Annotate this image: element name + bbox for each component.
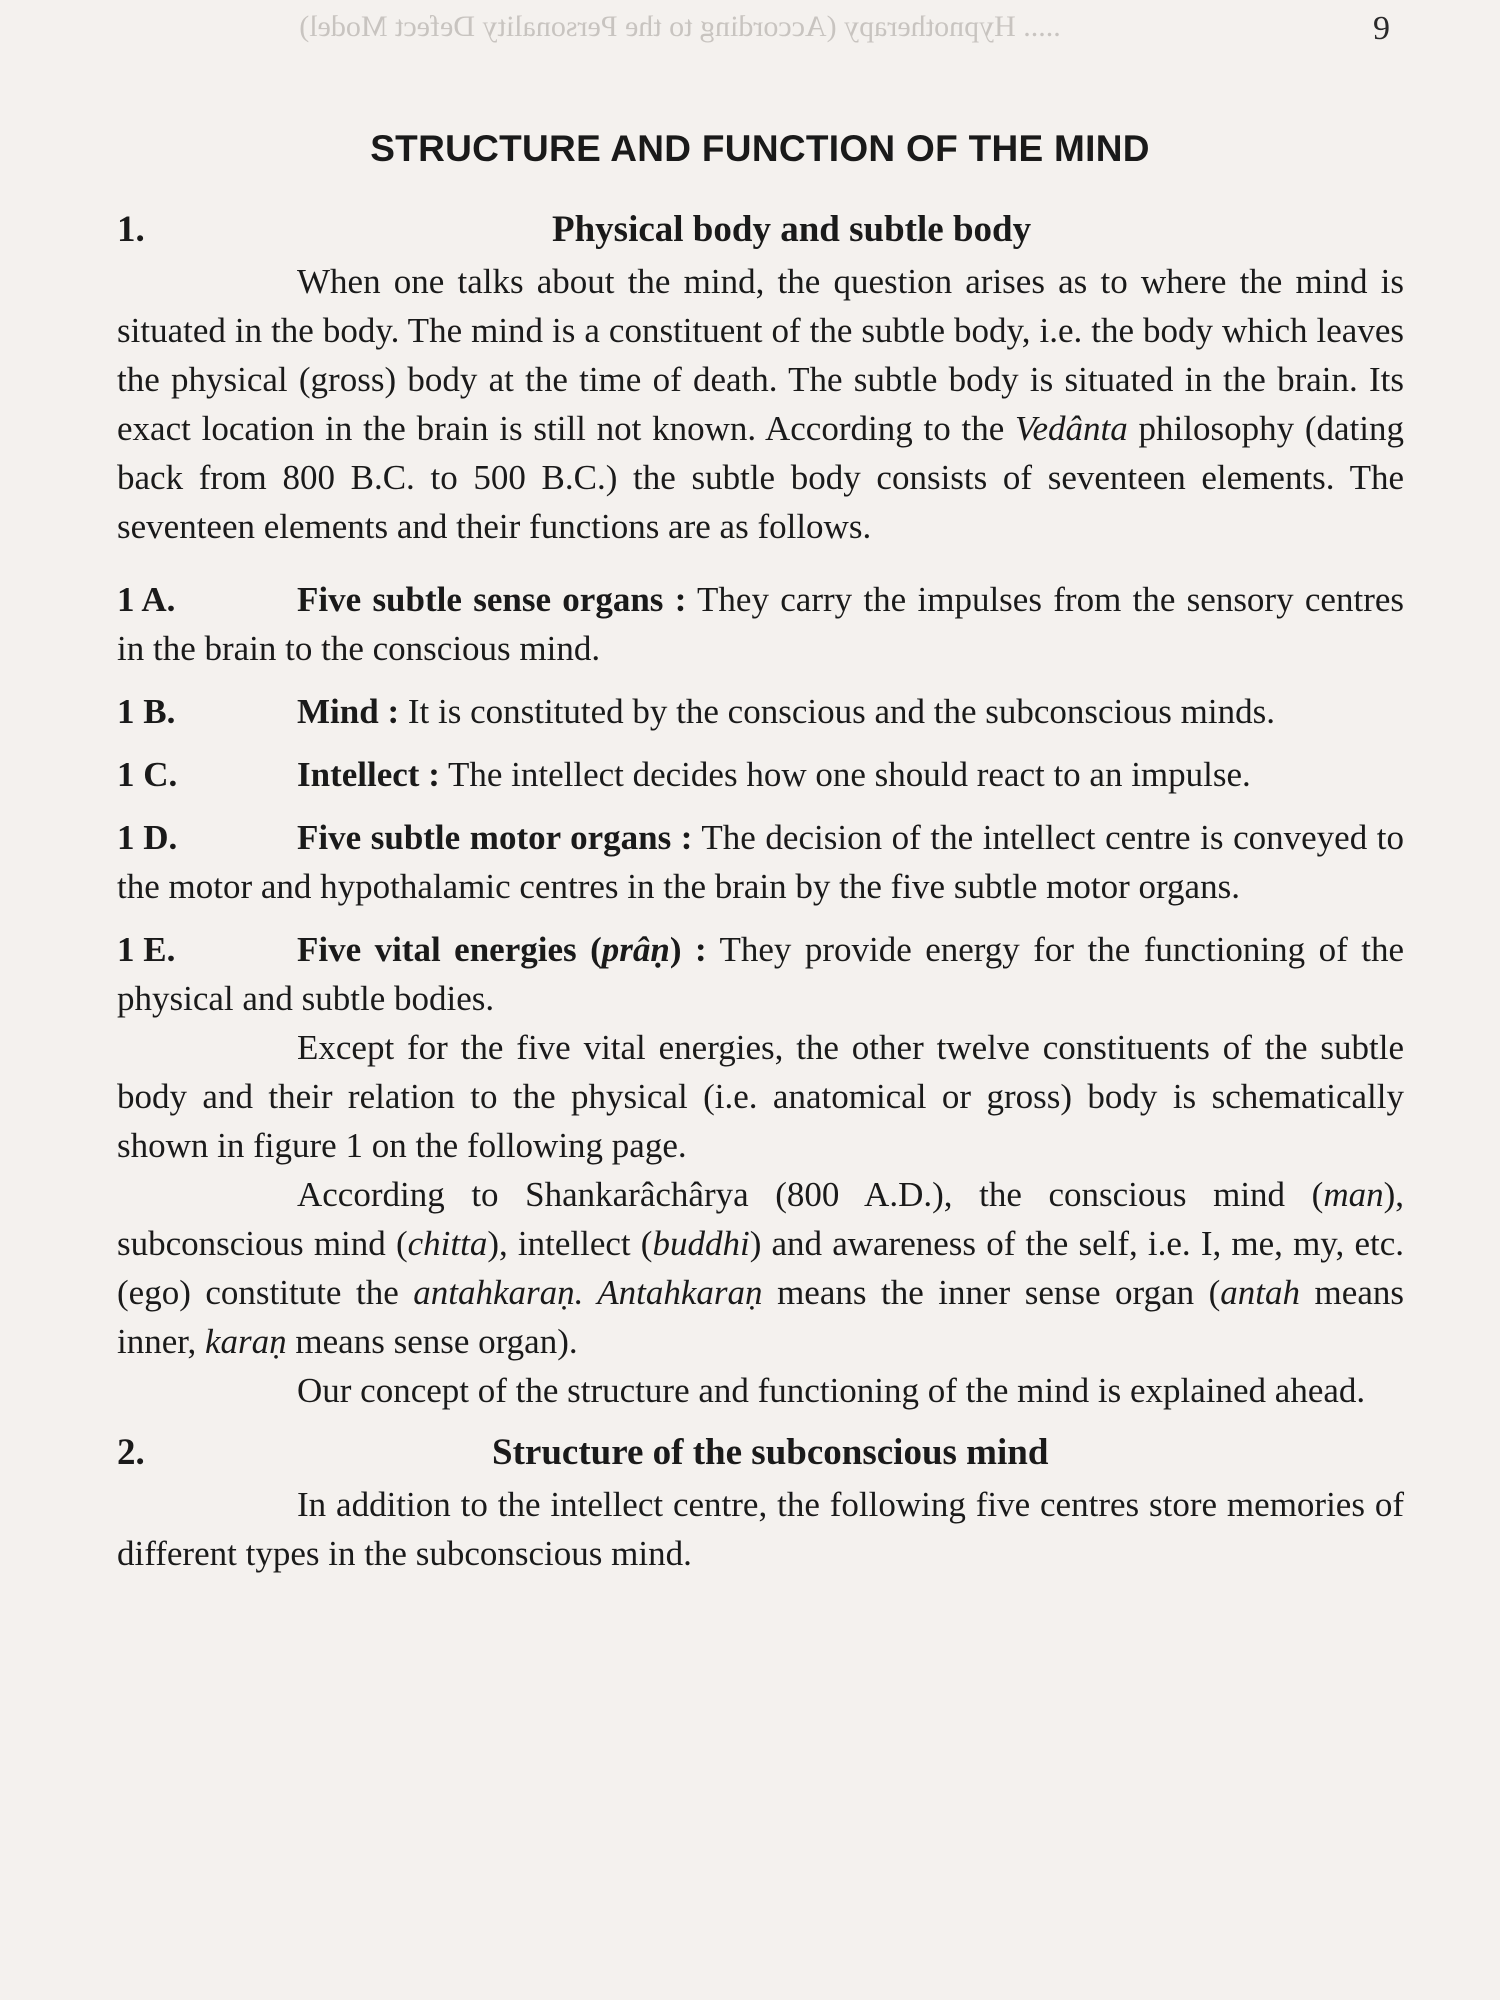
running-head-bleed: ..... Hypnotherapy (According to the Personality Defect Model) xyxy=(299,10,1061,43)
list-item-1a: 1 A. Five subtle sense organs : They carry the impulses from the sensory centres in the brain to the conscious mind. xyxy=(117,580,1404,668)
paragraph-shankaracharya: According to Shankarâchârya (800 A.D.), the conscious mind (man), subconscious mind (chitta), intellect (buddhi) and awareness of the self, i.e. I, me, my, etc. (ego) constitute the antahkaraṇ. Antahkaraṇ means the inner sense organ (antah means inner, karaṇ means sense organ). xyxy=(117,1175,1404,1361)
paragraph-intro: When one talks about the mind, the question arises as to where the mind is situated in the body. The mind is a constituent of the subtle body, i.e. the body which leaves the physical (gross) body at the time of death. The subtle body is situated in the brain. Its exact location in the brain is still not known. According to the Vedânta philosophy (dating back from 800 B.C. to 500 B.C.) the subtle body consists of seventeen elements. The seventeen elements and their functions are as follows. xyxy=(117,262,1404,546)
page-body xyxy=(117,202,1404,1578)
section-heading-1 xyxy=(117,202,1404,257)
paragraph-twelve-constituents: Except for the five vital energies, the other twelve constituents of the subtle body and their relation to the physical (i.e. anatomical or gross) body is schematically shown in figure 1 on the following page. xyxy=(117,1028,1404,1165)
section-title: Structure of the subconscious mind xyxy=(492,1432,1049,1473)
section-heading-2 xyxy=(117,1425,1404,1480)
paragraph-five-centres: In addition to the intellect centre, the following five centres store memories of different types in the subconscious mind. xyxy=(117,1485,1404,1573)
pran-term: prâṇ xyxy=(601,930,670,969)
list-item-1c: 1 C. Intellect : The intellect decides how one should react to an impulse. xyxy=(117,755,1251,794)
paragraph-concept: Our concept of the structure and functioning of the mind is explained ahead. xyxy=(297,1371,1366,1410)
list-item-1b: 1 B. Mind : It is constituted by the conscious and the subconscious minds. xyxy=(117,692,1275,731)
vedanta-term: Vedânta xyxy=(1015,409,1128,448)
list-item-1e: 1 E. Five vital energies (prâṇ) : They provide energy for the functioning of the physical and subtle bodies. xyxy=(117,930,1404,1018)
list-item-1d: 1 D. Five subtle motor organs : The decision of the intellect centre is conveyed to the motor and hypothalamic centres in the brain by the five subtle motor organs. xyxy=(117,818,1405,906)
chapter-title: STRUCTURE AND FUNCTION OF THE MIND xyxy=(370,128,1150,169)
section-number: 2. xyxy=(117,1432,145,1473)
section-title: Physical body and subtle body xyxy=(552,209,1032,250)
page-number: 9 xyxy=(1373,10,1390,47)
section-number: 1. xyxy=(117,209,145,250)
